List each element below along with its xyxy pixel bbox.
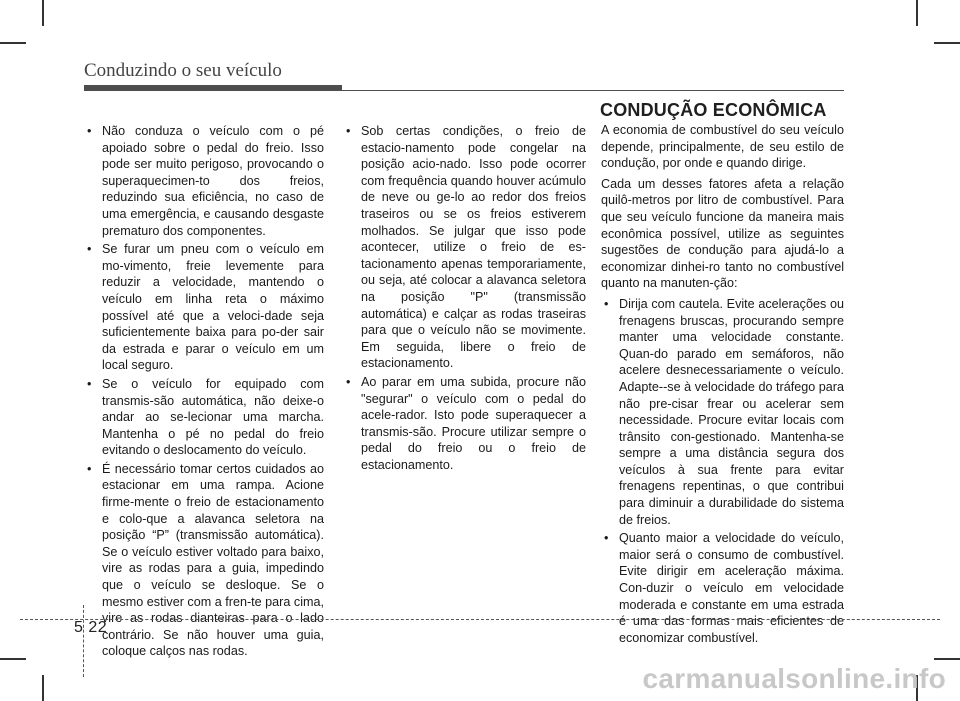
list-item (84, 461, 324, 660)
bullet-icon: • (604, 531, 609, 546)
list-item (84, 376, 324, 459)
bullet-icon: • (87, 242, 92, 257)
bullet-list (601, 296, 844, 646)
list-item-text: Ao parar em uma subida, procure não "segurar" o veículo com o pedal do acele-rador. Isto pode superaquecer a transmis-são. Procure utilizar sempre o pedal do freio ou o freio de estacionamento. (361, 374, 586, 472)
crop-mark (0, 658, 26, 660)
list-item-text: Quanto maior a velocidade do veículo, maior será o consumo de combustível. Evite dirigir em aceleração máxima. Con-duzir o veículo em velocidade moderada e constante em uma estrada é uma das formas mais eficientes de economizar combustível. (619, 531, 844, 645)
crop-mark (934, 658, 960, 660)
section-title: Conduzindo o seu veículo (84, 60, 282, 81)
list-item (343, 374, 586, 474)
crop-mark (934, 42, 960, 44)
header-rule-thick (84, 85, 342, 91)
bullet-icon: • (346, 124, 351, 138)
page-number: 5 22 (74, 619, 108, 636)
paragraph: A economia de combustível do seu veículo depende, principalmente, de seu estilo de condução, por onde e quando dirige. (601, 123, 844, 171)
section-heading: CONDUÇÃO ECONÔMICA (600, 100, 827, 120)
list-item-text: Dirija com cautela. Evite acelerações ou frenagens bruscas, procurando sempre manter uma velocidade constante. Quan-do parado em semáforos, não acelere desnecessariamente o veículo. Adapte--se à velocidade do tráfego para não pre-cisar frear ou acelerar sem necessidade. Procure evitar locais com trânsito con-gestionado. Mantenha-se sempre a uma distância segura dos veículos à sua frente para evitar frenagens repentinas, o que contribui para diminuir a durabilidade do sistema de freios. (619, 296, 844, 527)
list-item-text: É necessário tomar certos cuidados ao estacionar em uma rampa. Acione firme-mente o freio de estacionamento e colo-que a alavanca seletora na posição “P” (transmissão automática). Se o veículo estiver voltado para baixo, vire as rodas para a guia, impedindo que o veículo se desloque. Se o mesmo estiver com a fren-te para cima, vire as rodas dianteiras para o lado contrário. Se não houver uma guia, coloque calços nas rodas. (102, 461, 324, 659)
bullet-icon: • (87, 461, 92, 476)
bullet-icon: • (604, 296, 609, 311)
list-item-text: Se furar um pneu com o veículo em mo-vimento, freie levemente para reduzir a velocidade, mantendo o veículo em linha reta o máximo possível até que a veloci-dade seja suficientemente baixa para po-der sair da estrada e parar o veículo em um local seguro. (102, 242, 324, 373)
list-item-text: Não conduza o veículo com o pé apoiado sobre o pedal do freio. Isso pode ser muito perigoso, provocando o superaquecimen-to dos freios, reduzindo sua eficiência, no caso de uma emergência, e causando desgaste prematuro dos componentes. (102, 124, 324, 238)
bullet-list (343, 123, 586, 473)
crop-mark (42, 675, 44, 701)
list-item (601, 530, 844, 646)
list-item (601, 296, 844, 528)
footer-divider-vertical (83, 605, 84, 677)
column-right (601, 122, 844, 648)
footer-divider (20, 619, 940, 620)
list-item-text: Sob certas condições, o freio de estacio-namento pode congelar na posição acio-nado. Isso pode ocorrer com frequência quando houver acúmulo de neve ou ge-lo ao redor dos freios traseiros ou se os freios estiverem molhados. Se julgar que isso pode acontecer, utilize o freio de es-tacionamento apenas temporariamente, ou seja, até colocar a alavanca seletora na posição "P" (transmissão automática) e calçar as rodas traseiras para que o veículo não se movimente. Em seguida, libere o freio de estacionamento. (361, 124, 586, 371)
header-rule-thin (342, 90, 844, 91)
column-left (84, 123, 324, 662)
list-item-text: Se o veículo for equipado com transmis-são automática, não deixe-o andar ao se-lecionar uma marcha. Mantenha o pé no pedal do freio evitando o deslocamento do veículo. (102, 376, 324, 458)
bullet-icon: • (87, 124, 92, 138)
paragraph: Cada um desses fatores afeta a relação quilô-metros por litro de combustível. Para que seu veículo funcione da maneira mais econômica possível, utilize as seguintes sugestões de condução para ajudá-lo a economizar dinhei-ro tanto no combustível quanto na manuten-ção: (601, 176, 844, 291)
crop-mark (916, 0, 918, 26)
list-item (84, 123, 324, 239)
watermark: carmanualsonline.info (642, 663, 946, 694)
bullet-icon: • (87, 376, 92, 391)
crop-mark (42, 0, 44, 26)
crop-mark (0, 42, 26, 44)
list-item (84, 241, 324, 374)
list-item (343, 123, 586, 372)
column-middle (343, 123, 586, 475)
bullet-icon: • (346, 374, 351, 389)
bullet-list (84, 123, 324, 660)
